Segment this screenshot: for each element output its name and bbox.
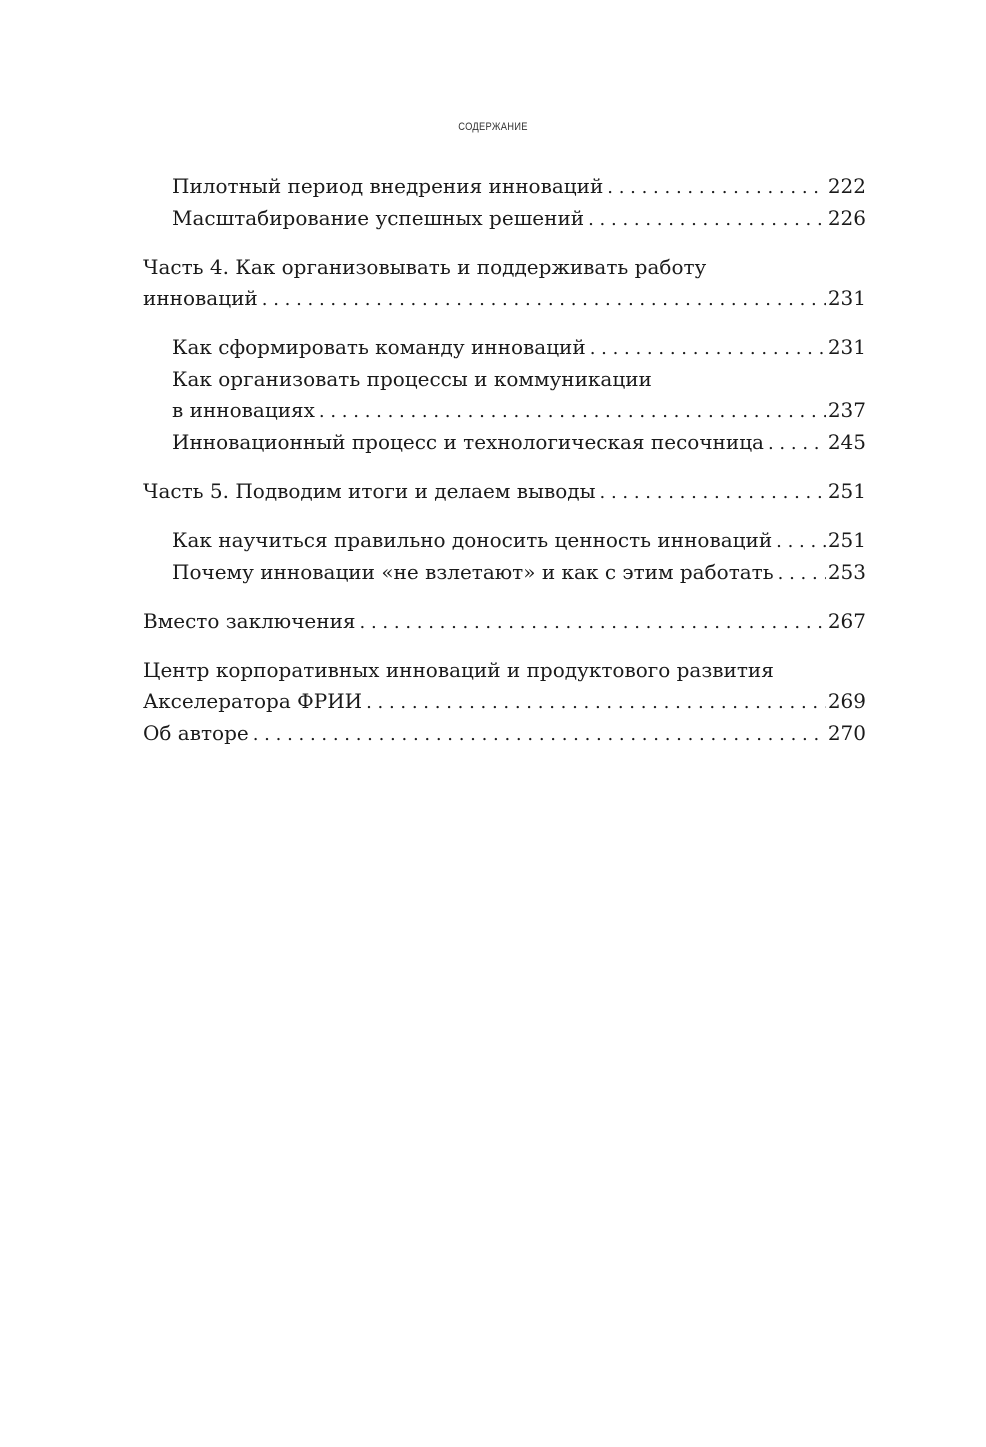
toc-leader-dots xyxy=(600,477,826,508)
toc-entry-title: Об авторе xyxy=(143,721,249,745)
toc-entry-title: Почему инновации «не взлетают» и как с этим работать xyxy=(172,560,774,584)
toc-entry-title: Акселератора ФРИИ xyxy=(143,689,363,713)
toc-page-number: 231 xyxy=(827,335,866,359)
toc-entry xyxy=(143,364,866,427)
toc-entry xyxy=(143,332,866,364)
toc-page-number: 251 xyxy=(827,528,866,552)
toc-entry-title-line: Часть 4. Как организовывать и поддерживать работу xyxy=(143,255,707,279)
toc-line xyxy=(143,686,866,718)
toc-line xyxy=(172,171,866,203)
toc-page-number: 231 xyxy=(827,286,866,310)
toc-entry-title: Масштабирование успешных решений xyxy=(172,206,585,230)
toc-line xyxy=(143,476,866,508)
toc-entry xyxy=(143,557,866,589)
toc-page-number: 237 xyxy=(827,398,866,422)
toc-entry-title: Как научиться правильно доносить ценность инноваций xyxy=(172,528,773,552)
toc-leader-dots xyxy=(607,172,826,203)
toc-leader-dots xyxy=(253,719,826,750)
toc-entry-title-line: Центр корпоративных инноваций и продуктового развития xyxy=(143,658,774,682)
toc-leader-dots xyxy=(588,204,826,235)
toc-page-number: 251 xyxy=(827,479,866,503)
toc-line xyxy=(172,557,866,589)
toc-leader-dots xyxy=(590,333,826,364)
toc-entry xyxy=(143,203,866,235)
toc-page-number: 253 xyxy=(827,560,866,584)
toc-page-number: 270 xyxy=(827,721,866,745)
toc-page-number: 226 xyxy=(827,206,866,230)
toc-entry xyxy=(143,252,866,315)
toc-leader-dots xyxy=(778,558,826,589)
toc-line xyxy=(143,283,866,315)
toc-entry xyxy=(143,655,866,718)
toc-entry xyxy=(143,606,866,638)
toc-entry xyxy=(143,427,866,459)
toc-entry xyxy=(143,171,866,203)
toc-page-number: 245 xyxy=(827,430,866,454)
toc-entry-title: Часть 5. Подводим итоги и делаем выводы xyxy=(143,479,596,503)
running-head: СОДЕРЖАНИЕ xyxy=(458,121,528,133)
toc-leader-dots xyxy=(768,428,826,459)
toc-entry xyxy=(143,525,866,557)
toc-leader-dots xyxy=(262,284,826,315)
toc-leader-dots xyxy=(366,687,826,718)
toc-entry-title: Вместо заключения xyxy=(143,609,356,633)
toc-line xyxy=(172,332,866,364)
toc-line xyxy=(172,395,866,427)
toc-page-number: 267 xyxy=(827,609,866,633)
toc-line xyxy=(172,427,866,459)
toc-entry-title-line: Как организовать процессы и коммуникации xyxy=(172,367,652,391)
toc-entry xyxy=(143,718,866,750)
table-of-contents xyxy=(143,171,866,750)
toc-line xyxy=(143,606,866,638)
toc-entry-title: в инновациях xyxy=(172,398,315,422)
toc-entry xyxy=(143,476,866,508)
toc-entry-title: Пилотный период внедрения инноваций xyxy=(172,174,604,198)
toc-line xyxy=(172,525,866,557)
toc-entry-title: инноваций xyxy=(143,286,258,310)
toc-entry-title: Как сформировать команду инноваций xyxy=(172,335,586,359)
toc-page-number: 269 xyxy=(827,689,866,713)
toc-entry-title: Инновационный процесс и технологическая песочница xyxy=(172,430,764,454)
toc-line xyxy=(143,718,866,750)
toc-leader-dots xyxy=(360,607,826,638)
toc-line xyxy=(172,203,866,235)
toc-leader-dots xyxy=(776,526,826,557)
toc-leader-dots xyxy=(319,396,826,427)
toc-page-number: 222 xyxy=(827,174,866,198)
